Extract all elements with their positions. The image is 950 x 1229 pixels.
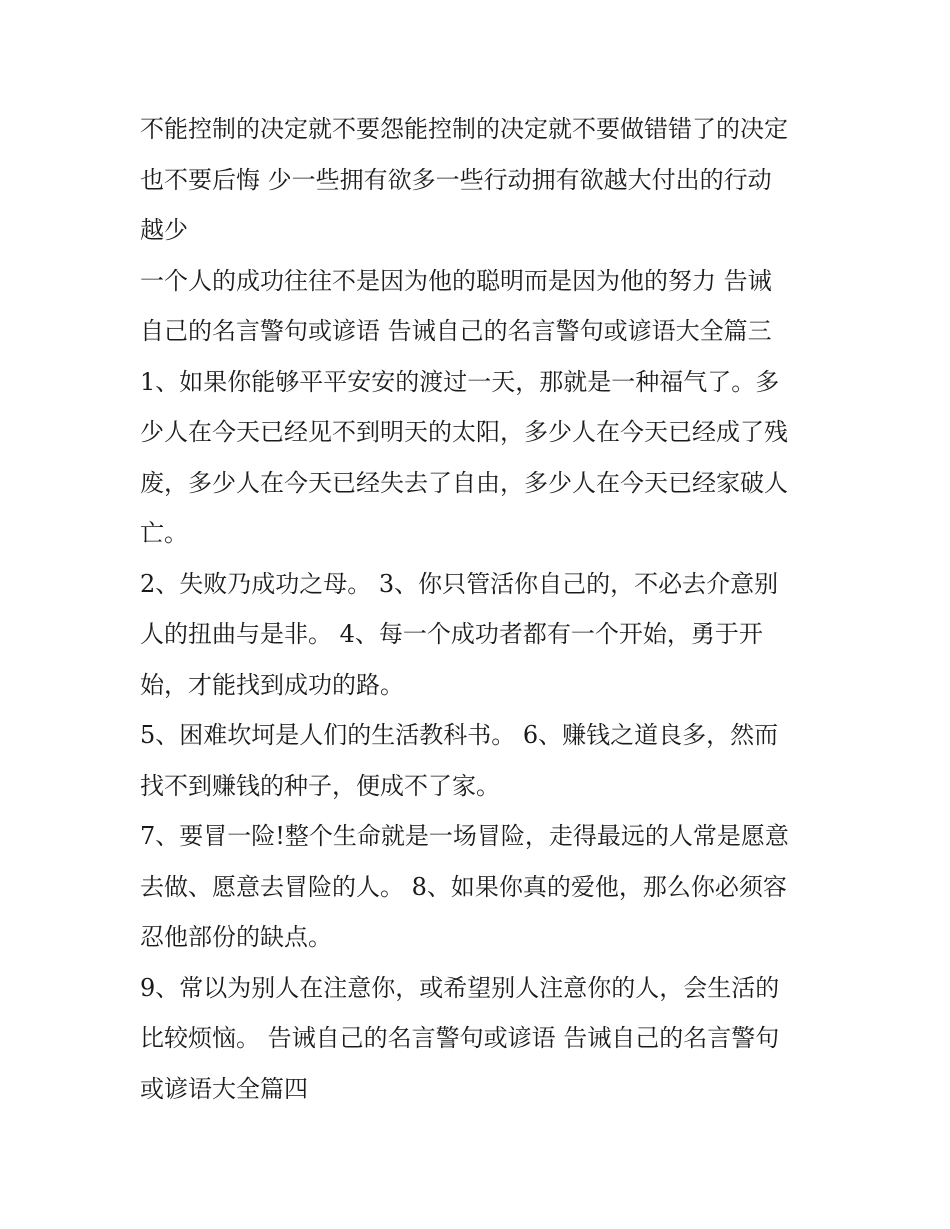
text-line: 2、失败乃成功之母。 3、你只管活你自己的，不必去介意别 [140, 569, 779, 598]
text-line: 找不到赚钱的种子，便成不了家。 [140, 771, 500, 800]
paragraph-6 [140, 811, 815, 963]
text-line: 亡。 [140, 519, 188, 547]
text-line: 不能控制的决定就不要怨能控制的决定就不要做错错了的决定 [140, 115, 788, 143]
text-line: 始，才能找到成功的路。 [140, 670, 404, 699]
paragraph-5 [140, 710, 815, 811]
text-line: 1、如果你能够平平安安的渡过一天，那就是一种福气了。多 [140, 367, 780, 396]
paragraph-3 [140, 357, 815, 559]
text-line: 7、要冒一险!整个生命就是一场冒险，走得最远的人常是愿意 [140, 822, 789, 850]
text-line: 也不要后悔 少一些拥有欲多一些行动拥有欲越大付出的行动 [140, 165, 772, 194]
text-line: 自己的名言警句或谚语 告诫自己的名言警句或谚语大全篇三 [140, 317, 772, 345]
paragraph-1 [140, 104, 815, 256]
text-line: 少人在今天已经见不到明天的太阳，多少人在今天已经成了残 [140, 418, 788, 446]
text-line: 9、常以为别人在注意你，或希望别人注意你的人，会生活的 [140, 973, 780, 1002]
paragraph-4 [140, 559, 815, 711]
text-line: 比较烦恼。 告诫自己的名言警句或谚语 告诫自己的名言警句 [140, 1024, 780, 1052]
paragraph-2 [140, 256, 815, 357]
text-line: 人的扭曲与是非。 4、每一个成功者都有一个开始，勇于开 [140, 620, 763, 648]
text-line: 去做、愿意去冒险的人。 8、如果你真的爱他，那么你必须容 [140, 872, 787, 901]
text-line: 或谚语大全篇四 [140, 1074, 308, 1103]
text-line: 越少 [140, 216, 188, 244]
text-line: 忍他部份的缺点。 [140, 923, 332, 951]
text-line: 5、困难坎坷是人们的生活教科书。 6、赚钱之道良多，然而 [140, 721, 779, 749]
paragraph-7 [140, 963, 815, 1115]
text-line: 一个人的成功往往不是因为他的聪明而是因为他的努力 告诫 [140, 266, 772, 295]
document-body [140, 104, 815, 1114]
text-line: 废，多少人在今天已经失去了自由，多少人在今天已经家破人 [140, 468, 788, 497]
